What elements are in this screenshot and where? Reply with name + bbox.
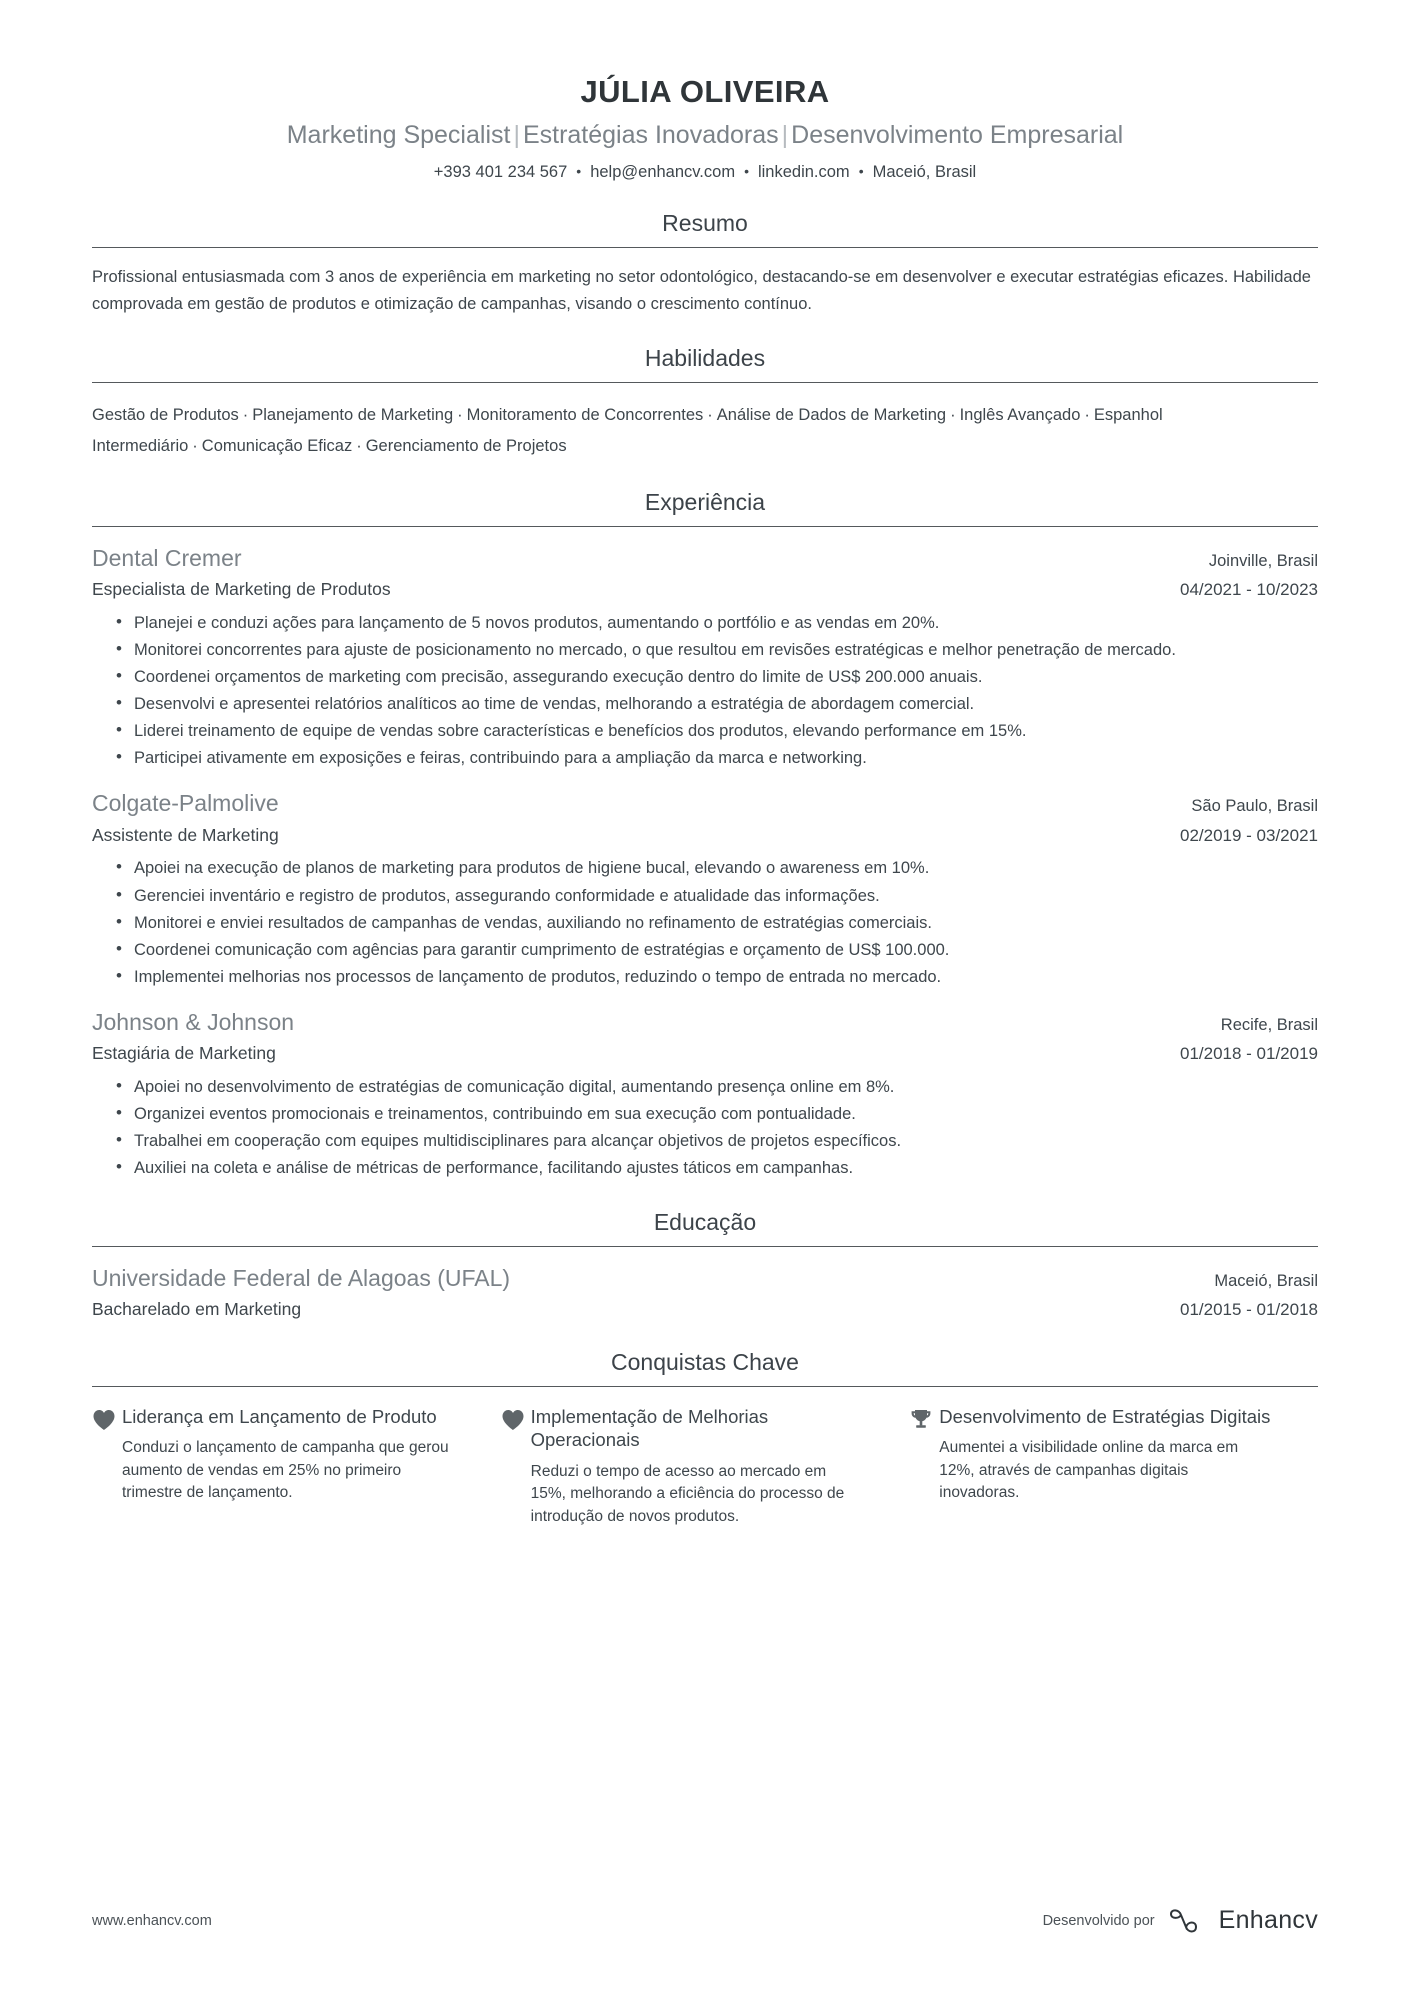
- section-title-education: Educação: [653, 1209, 757, 1236]
- job-bullet: • Coordenei comunicação com agências para garantir cumprimento de estratégias e orçamento de US$ 100.000.: [116, 937, 1318, 963]
- skill-item: Monitoramento de Concorrentes: [466, 406, 704, 425]
- job-dates: 02/2019 - 03/2021: [1179, 825, 1318, 845]
- section-divider: [92, 1246, 1318, 1247]
- contact-location: Maceió, Brasil: [872, 162, 977, 181]
- section-education: [92, 1209, 1318, 1321]
- resume-header: [92, 0, 1318, 182]
- achievements-grid: [92, 1405, 1318, 1529]
- contact-separator-icon: •: [744, 162, 749, 179]
- job-title: Especialista de Marketing de Produtos: [92, 579, 391, 600]
- job-dates: 04/2021 - 10/2023: [1179, 580, 1318, 600]
- job-title: Estagiária de Marketing: [92, 1043, 276, 1064]
- achievement-item: [92, 1405, 501, 1529]
- contact-phone: +393 401 234 567: [433, 162, 568, 181]
- achievement-item: [501, 1405, 910, 1529]
- skill-separator-icon: ·: [707, 406, 713, 425]
- trophy-icon: [909, 1405, 939, 1432]
- company-name: Johnson & Johnson: [92, 1008, 295, 1035]
- experience-entry-subheader: [92, 1042, 1318, 1065]
- skill-item: Inglês Avançado: [959, 406, 1081, 425]
- section-title-achievements: Conquistas Chave: [611, 1348, 799, 1375]
- achievement-description: Conduzi o lançamento de campanha que gerou aumento de vendas em 25% no primeiro trimestre de lançamento.: [122, 1439, 449, 1502]
- contact-email[interactable]: help@enhancv.com: [590, 162, 736, 181]
- experience-entry-header: [92, 544, 1318, 573]
- experience-entry-header: [92, 789, 1318, 818]
- skills-list: [92, 400, 1202, 461]
- section-title-experience: Experiência: [644, 489, 766, 516]
- education-entries: [92, 1264, 1318, 1321]
- school-location: Maceió, Brasil: [1214, 1271, 1318, 1290]
- section-summary: [92, 210, 1318, 317]
- job-location: Joinville, Brasil: [1208, 551, 1318, 570]
- headline-separator-1: |: [513, 120, 520, 149]
- section-title-skills: Habilidades: [644, 345, 766, 372]
- section-title-summary: Resumo: [662, 210, 748, 237]
- section-divider: [92, 382, 1318, 383]
- job-bullet-list: [92, 610, 1318, 771]
- section-skills: [92, 345, 1318, 461]
- job-bullet: • Desenvolvi e apresentei relatórios analíticos ao time de vendas, melhorando a estratégia de abordagem comercial.: [116, 691, 1318, 717]
- job-bullet: • Implementei melhorias nos processos de lançamento de produtos, reduzindo o tempo de entrada no mercado.: [116, 964, 1318, 990]
- job-bullet: • Coordenei orçamentos de marketing com precisão, assegurando execução dentro do limite de US$ 200.000 anuais.: [116, 664, 1318, 690]
- section-divider: [92, 526, 1318, 527]
- job-bullet-list: [92, 1074, 1318, 1181]
- page-footer: [92, 1906, 1318, 1935]
- enhancv-logo-icon: [1167, 1908, 1207, 1934]
- job-bullet: • Trabalhei em cooperação com equipes multidisciplinares para alcançar objetivos de projetos específicos.: [116, 1128, 1318, 1154]
- summary-text: Profissional entusiasmada com 3 anos de experiência em marketing no setor odontológico, destacando-se em desenvolver e executar estratégias eficazes. Habilidade comprovada em gestão de produtos e otimização de campanhas, visando o crescimento contínuo.: [92, 268, 1311, 313]
- degree-name: Bacharelado em Marketing: [92, 1299, 302, 1320]
- achievement-description: Aumentei a visibilidade online da marca em 12%, através de campanhas digitais inovadoras.: [939, 1439, 1239, 1502]
- section-divider: [92, 247, 1318, 248]
- section-achievements: [92, 1349, 1318, 1528]
- footer-powered-by-label: Desenvolvido por: [1042, 1912, 1155, 1929]
- education-entry: [92, 1264, 1318, 1321]
- job-bullet: • Monitorei e enviei resultados de campanhas de vendas, auxiliando no refinamento de estratégias comerciais.: [116, 910, 1318, 936]
- skill-item: Planejamento de Marketing: [252, 406, 454, 425]
- company-name: Colgate-Palmolive: [92, 790, 279, 817]
- experience-entry-subheader: [92, 578, 1318, 601]
- achievement-body: [531, 1405, 864, 1529]
- heart-icon: [92, 1405, 122, 1431]
- education-entry-header: [92, 1264, 1318, 1293]
- headline-part-2: Estratégias Inovadoras: [522, 120, 779, 149]
- skill-separator-icon: ·: [242, 406, 249, 425]
- headline-part-1: Marketing Specialist: [286, 120, 511, 149]
- job-bullet: • Liderei treinamento de equipe de vendas sobre características e benefícios dos produtos, elevando performance em 15%.: [116, 718, 1318, 744]
- job-bullet: • Apoiei no desenvolvimento de estratégias de comunicação digital, aumentando presença online em 8%.: [116, 1074, 1318, 1100]
- job-dates: 01/2018 - 01/2019: [1179, 1044, 1318, 1064]
- experience-entry-header: [92, 1008, 1318, 1037]
- experience-entries: [92, 544, 1318, 1182]
- achievement-title: Implementação de Melhorias Operacionais: [530, 1405, 769, 1451]
- section-experience: [92, 489, 1318, 1181]
- skill-item: Comunicação Eficaz: [201, 436, 353, 455]
- experience-entry-subheader: [92, 824, 1318, 847]
- contact-linkedin[interactable]: linkedin.com: [757, 162, 850, 181]
- heart-icon: [501, 1405, 531, 1431]
- achievement-body: [939, 1405, 1272, 1505]
- skill-separator-icon: ·: [356, 436, 362, 455]
- skill-item: Análise de Dados de Marketing: [716, 406, 947, 425]
- contact-separator-icon: •: [576, 162, 582, 179]
- headline-part-3: Desenvolvimento Empresarial: [791, 120, 1124, 149]
- experience-entry: [92, 789, 1318, 990]
- contact-line: [92, 163, 1318, 183]
- skill-separator-icon: ·: [457, 406, 463, 425]
- achievement-body: [122, 1405, 455, 1505]
- achievement-title: Desenvolvimento de Estratégias Digitais: [939, 1405, 1271, 1427]
- footer-brand-name: Enhancv: [1218, 1906, 1318, 1934]
- experience-entry: [92, 544, 1318, 772]
- candidate-headline: [92, 120, 1318, 150]
- job-bullet: • Apoiei na execução de planos de marketing para produtos de higiene bucal, elevando o awareness em 10%.: [116, 855, 1318, 881]
- footer-branding: [1043, 1906, 1318, 1935]
- job-bullet: • Planejei e conduzi ações para lançamento de 5 novos produtos, aumentando o portfólio e as vendas em 20%.: [116, 610, 1318, 636]
- skill-item: Espanhol Intermediário: [92, 406, 1163, 455]
- job-bullet: • Gerenciei inventário e registro de produtos, assegurando conformidade e atualidade das informações.: [116, 883, 1318, 909]
- job-title: Assistente de Marketing: [92, 824, 279, 845]
- education-dates: 01/2015 - 01/2018: [1179, 1300, 1318, 1320]
- achievement-title: Liderança em Lançamento de Produto: [122, 1405, 437, 1427]
- skill-item: Gerenciamento de Projetos: [365, 436, 567, 455]
- skill-item: Gestão de Produtos: [92, 406, 239, 425]
- contact-separator-icon: •: [858, 162, 864, 179]
- job-location: Recife, Brasil: [1220, 1015, 1318, 1034]
- achievement-item: [909, 1405, 1318, 1529]
- candidate-name: JÚLIA OLIVEIRA: [580, 74, 830, 109]
- skill-separator-icon: ·: [1084, 406, 1090, 425]
- job-bullet: • Monitorei concorrentes para ajuste de posicionamento no mercado, o que resultou em revisões estratégicas e melhor penetração de mercado.: [116, 637, 1318, 663]
- achievement-description: Reduzi o tempo de acesso ao mercado em 15%, melhorando a eficiência do processo de introdução de novos produtos.: [530, 1462, 845, 1525]
- company-name: Dental Cremer: [92, 544, 242, 571]
- job-bullet: • Participei ativamente em exposições e feiras, contribuindo para a ampliação da marca e networking.: [116, 745, 1318, 771]
- job-bullet-list: [92, 855, 1318, 989]
- headline-separator-2: |: [781, 120, 789, 149]
- footer-website-url[interactable]: www.enhancv.com: [92, 1912, 212, 1929]
- experience-entry: [92, 1008, 1318, 1181]
- education-entry-subheader: [92, 1298, 1318, 1321]
- job-bullet: • Organizei eventos promocionais e treinamentos, contribuindo em sua execução com pontualidade.: [116, 1101, 1318, 1127]
- job-bullet: • Auxiliei na coleta e análise de métricas de performance, facilitando ajustes táticos em campanhas.: [116, 1155, 1318, 1181]
- section-divider: [92, 1386, 1318, 1387]
- skill-separator-icon: ·: [950, 406, 956, 425]
- job-location: São Paulo, Brasil: [1191, 797, 1318, 816]
- school-name: Universidade Federal de Alagoas (UFAL): [92, 1264, 511, 1291]
- skill-separator-icon: ·: [192, 436, 198, 455]
